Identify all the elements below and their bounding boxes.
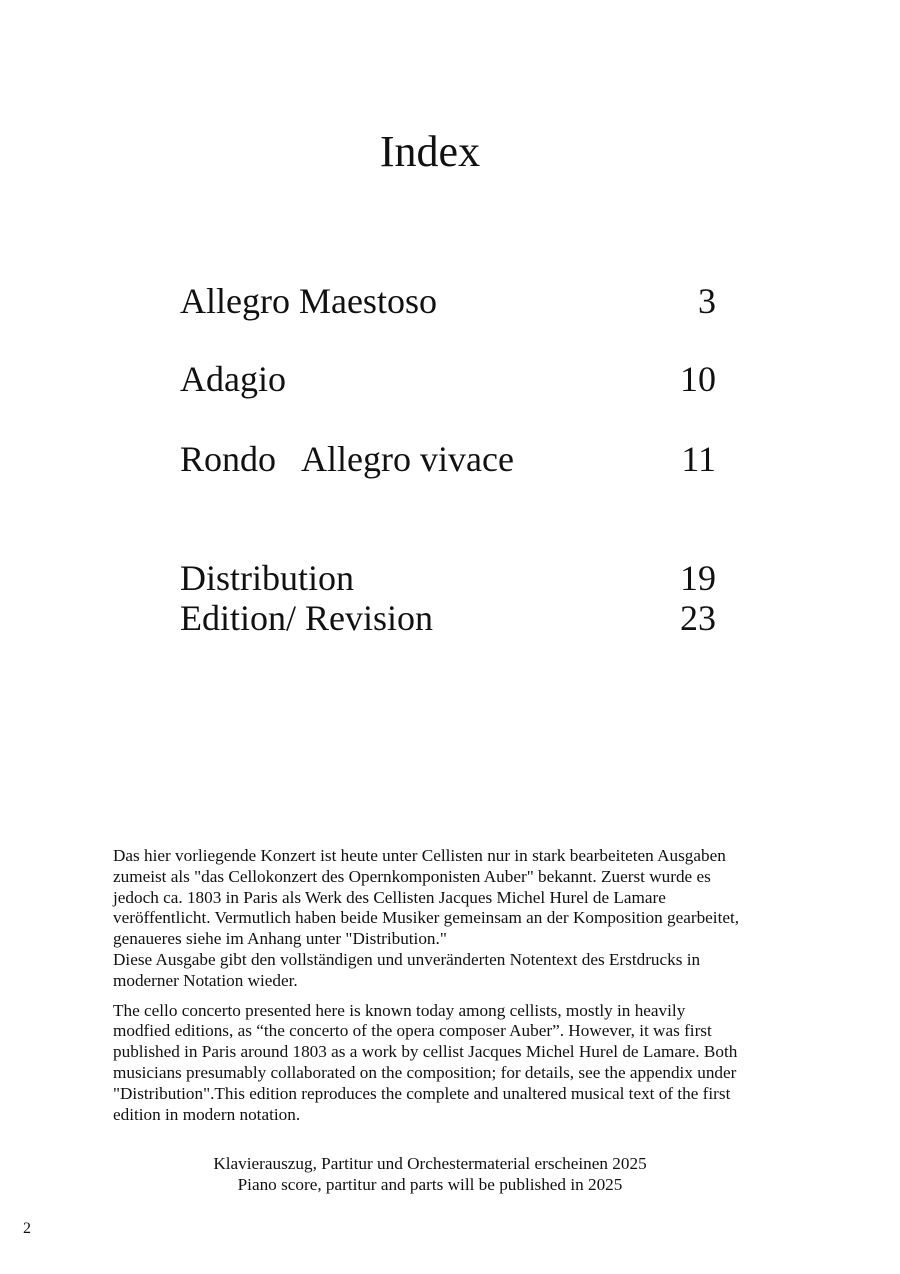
toc-entry-distribution[interactable] xyxy=(180,557,716,599)
text-line: jedoch ca. 1803 in Paris als Werk des Cellisten Jacques Michel Hurel de Lamare xyxy=(113,887,666,907)
toc-entry-label: Distribution xyxy=(180,558,355,598)
introduction-german xyxy=(113,846,793,992)
toc-entry-page-number: 19 xyxy=(680,558,716,598)
toc-entry-page-number: 11 xyxy=(681,439,716,479)
toc-entry-label: Allegro Maestoso xyxy=(180,281,437,321)
publication-note xyxy=(0,1154,860,1195)
text-line: zumeist als "das Cellokonzert des Opernkomponisten Auber" bekannt. Zuerst wurde es xyxy=(113,866,711,886)
text-line: Das hier vorliegende Konzert ist heute unter Cellisten nur in stark bearbeiteten Ausgaben xyxy=(113,846,726,865)
toc-entry-allegro-maestoso[interactable] xyxy=(180,280,716,322)
publication-note-english: Piano score, partitur and parts will be published in 2025 xyxy=(237,1174,623,1194)
toc-entry-edition-revision[interactable] xyxy=(180,597,716,639)
toc-entry-label: Edition/ Revision xyxy=(180,598,434,638)
text-line: veröffentlicht. Vermutlich haben beide Musiker gemeinsam an der Komposition gearbeitet, xyxy=(113,908,740,928)
page-title: Index xyxy=(379,127,481,176)
toc-entry-adagio[interactable] xyxy=(180,358,716,400)
text-line: edition in modern notation. xyxy=(113,1104,301,1124)
page-number: 2 xyxy=(23,1220,31,1237)
introduction-text xyxy=(113,846,793,1134)
text-line: musicians presumably collaborated on the composition; for details, see the appendix under xyxy=(113,1062,737,1082)
toc-entry-page-number: 10 xyxy=(680,359,716,399)
toc-entry-page-number: 23 xyxy=(680,598,716,638)
toc-entry-page-number: 3 xyxy=(698,281,716,321)
text-line: The cello concerto presented here is known today among cellists, mostly in heavily xyxy=(113,1000,686,1020)
text-line: Diese Ausgabe gibt den vollständigen und unveränderten Notentext des Erstdrucks in xyxy=(113,949,701,969)
introduction-english xyxy=(113,1001,793,1126)
text-line: genaueres siehe im Anhang unter "Distribution." xyxy=(113,929,447,949)
text-line: moderner Notation wieder. xyxy=(113,970,298,990)
toc-entry-label: Rondo Allegro vivace xyxy=(180,439,514,479)
toc-entry-label: Adagio xyxy=(180,359,286,399)
text-line: "Distribution".This edition reproduces the complete and unaltered musical text of the first xyxy=(113,1083,731,1103)
text-line: published in Paris around 1803 as a work by cellist Jacques Michel Hurel de Lamare. Both xyxy=(113,1042,738,1062)
text-line: modfied editions, as “the concerto of the opera composer Auber”. However, it was first xyxy=(113,1021,712,1041)
publication-note-german: Klavierauszug, Partitur und Orchestermaterial erscheinen 2025 xyxy=(213,1154,647,1173)
toc-entry-rondo[interactable] xyxy=(180,438,716,480)
